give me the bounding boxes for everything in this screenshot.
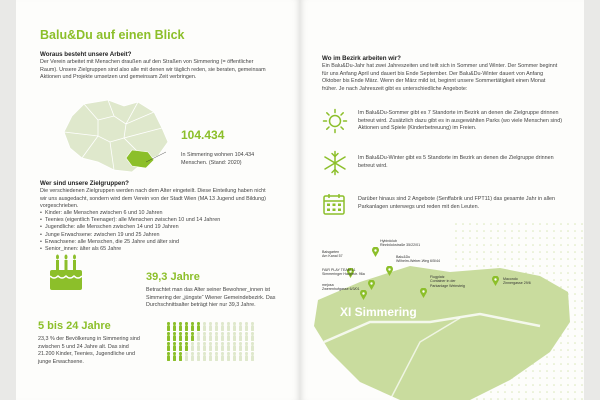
- location-pin-icon: [492, 276, 499, 286]
- person-icon: [214, 332, 219, 341]
- section-text-where: Ein Balu&Du-Jahr hat zwei Jahreszeiten und teilt sich in Sommer und Winter. Der Sommer beginnt für uns Anfang April und dauert bis Ende September. Der Balu&Du-Winter dauert von Anfang Oktober bis Ende März. Wenn der März mild ist, beginnt unsere Sommertätigkeit einen Monat früher. Je nach Jahreszeit gibt es unterschiedliche Angebote:: [322, 63, 558, 92]
- person-icon: [166, 322, 171, 331]
- person-icon: [238, 352, 243, 361]
- person-icon: [190, 332, 195, 341]
- person-icon: [226, 342, 231, 351]
- average-age-text: Betrachtet man das Alter seiner Bewohner_innen ist Simmering der „jüngste“ Wiener Gemeindebezirk. Das Durchschnittsalter beträgt hier nur 39,3 Jahre.: [146, 287, 276, 309]
- person-icon: [226, 332, 231, 341]
- person-icon: [238, 332, 243, 341]
- people-icon-grid: [166, 322, 256, 361]
- section-heading-groups: Wer sind unsere Zielgruppen?: [40, 180, 129, 187]
- map-title: XI Simmering: [340, 305, 417, 319]
- person-icon: [226, 352, 231, 361]
- person-icon: [196, 342, 201, 351]
- person-icon: [244, 322, 249, 331]
- person-icon: [244, 342, 249, 351]
- location-pin-icon: [360, 290, 367, 300]
- person-icon: [196, 322, 201, 331]
- person-icon: [208, 322, 213, 331]
- population-caption: In Simmering wohnen 104.434 Menschen. (Stand: 2020): [181, 152, 255, 166]
- person-icon: [166, 342, 171, 351]
- page-title: Balu&Du auf einen Blick: [40, 28, 185, 42]
- person-icon: [190, 352, 195, 361]
- location-label: Balu&Du Wilhelm-Weber-Weg 6/5/44: [396, 255, 441, 264]
- person-icon: [220, 342, 225, 351]
- snowflake-icon: [322, 150, 348, 176]
- person-icon: [190, 342, 195, 351]
- person-icon: [178, 322, 183, 331]
- calendar-icon: [322, 192, 346, 216]
- person-icon: [238, 322, 243, 331]
- person-icon: [232, 332, 237, 341]
- section-heading-where: Wo im Bezirk arbeiten wir?: [322, 55, 401, 62]
- list-item: • Jugendliche: alle Menschen zwischen 14 und 19 Jahren: [40, 224, 275, 231]
- person-icon: [172, 332, 177, 341]
- population-number: 104.434: [181, 128, 225, 142]
- person-icon: [184, 332, 189, 341]
- person-icon: [244, 332, 249, 341]
- list-item: • Erwachsene: alle Menschen, die 25 Jahre und älter sind: [40, 239, 275, 246]
- person-icon: [178, 352, 183, 361]
- youth-age-range: 5 bis 24 Jahre: [38, 320, 111, 332]
- person-icon: [166, 352, 171, 361]
- person-icon: [190, 322, 195, 331]
- location-label: Hybirdclub Rinnböckstraße 35/22/01: [380, 239, 421, 248]
- average-age-value: 39,3 Jahre: [146, 271, 200, 283]
- person-icon: [232, 352, 237, 361]
- location-pin-icon: [386, 266, 393, 276]
- location-label: Flugplatz Container in der Parkanlage Weinsteig: [430, 275, 465, 288]
- location-pin-icon: [420, 288, 427, 298]
- location-label: Baisgarten Am Kanal 57: [322, 250, 343, 259]
- person-icon: [232, 322, 237, 331]
- section-text-work: Der Verein arbeitet mit Menschen draußen auf den Straßen von Simmering (= öffentlicher Raum). Unsere Zielgruppen sind also alle mit denen wir täglich reden, sie beraten, gemeinsam Aktionen und Projekte umsetzen und gemeinsam Zeit verbringen.: [40, 59, 266, 81]
- person-icon: [178, 332, 183, 341]
- winter-text: Im Balu&Du-Winter gibt es 5 Standorte im Bezirk an denen die Zielgruppe drinnen betreut wird.: [358, 155, 554, 169]
- person-icon: [208, 342, 213, 351]
- person-icon: [184, 352, 189, 361]
- person-icon: [226, 322, 231, 331]
- person-icon: [166, 332, 171, 341]
- youth-text: 23,3 % der Bevölkerung in Simmering sind zwischen 5 und 24 Jahre alt. Das sind 21.200 Kinder, Teenies, Jugendliche und junge Erwachsene.: [38, 336, 140, 365]
- person-icon: [196, 352, 201, 361]
- person-icon: [220, 352, 225, 361]
- list-item: • Junge Erwachsene: zwischen 19 und 25 Jahren: [40, 232, 275, 239]
- person-icon: [250, 322, 255, 331]
- location-pin-icon: [372, 247, 379, 257]
- birthday-cake-icon: [46, 252, 86, 292]
- person-icon: [214, 352, 219, 361]
- person-icon: [202, 322, 207, 331]
- person-icon: [202, 352, 207, 361]
- location-label: FAIR PLAY TEAM 11 Simmeringer Hauptstr. 96a: [322, 268, 365, 277]
- person-icon: [250, 342, 255, 351]
- person-icon: [184, 342, 189, 351]
- location-label: Macondo Zinnergasse 29/6: [503, 277, 531, 286]
- person-icon: [172, 352, 177, 361]
- person-icon: [208, 352, 213, 361]
- person-icon: [202, 342, 207, 351]
- list-item: • Senior_innen: älter als 65 Jahre: [40, 246, 275, 253]
- person-icon: [244, 352, 249, 361]
- person-icon: [196, 332, 201, 341]
- extra-offers-text: Darüber hinaus sind 2 Angebote (Senffabrik und FPT11) das gesamte Jahr in allen Parkanlagen unterwegs und reden mit den Leuten.: [358, 196, 555, 210]
- person-icon: [220, 322, 225, 331]
- section-heading-work: Woraus besteht unsere Arbeit?: [40, 51, 132, 58]
- person-icon: [178, 342, 183, 351]
- target-group-list: [40, 210, 275, 253]
- location-label: mejosa Zwerenhofgasse 6/3/01: [322, 283, 360, 292]
- person-icon: [238, 342, 243, 351]
- person-icon: [220, 332, 225, 341]
- person-icon: [172, 322, 177, 331]
- person-icon: [250, 332, 255, 341]
- person-icon: [172, 342, 177, 351]
- section-text-groups: Die verschiedenen Zielgruppen werden nach dem Alter eingeteilt. Diese Einteilung haben nicht wir uns ausgedacht, sondern wird dem Verein von der Stadt Wien (MA 13 Jugend und Bildung) vorgeschrieben.: [40, 188, 266, 210]
- vienna-district-map: [62, 98, 170, 176]
- person-icon: [214, 322, 219, 331]
- person-icon: [214, 342, 219, 351]
- location-pin-icon: [368, 280, 375, 290]
- left-page: [16, 0, 300, 400]
- summer-text: Im Balu&Du-Sommer gibt es 7 Standorte im Bezirk an denen die Zielgruppe drinnen betreut wird. Zusätzlich dazu gibt es in ausgewählten Parks (wo viele Menschen sind) Aktionen und Spiele (Kinderbetreuung) im Freien.: [358, 110, 563, 132]
- person-icon: [202, 332, 207, 341]
- person-icon: [232, 342, 237, 351]
- person-icon: [250, 352, 255, 361]
- list-item: • Teenies (eigentlich Teenager): alle Menschen zwischen 10 und 14 Jahren: [40, 217, 275, 224]
- sun-icon: [322, 108, 348, 134]
- person-icon: [184, 322, 189, 331]
- right-page: [300, 0, 584, 400]
- person-icon: [208, 332, 213, 341]
- list-item: • Kinder: alle Menschen zwischen 6 und 10 Jahren: [40, 210, 275, 217]
